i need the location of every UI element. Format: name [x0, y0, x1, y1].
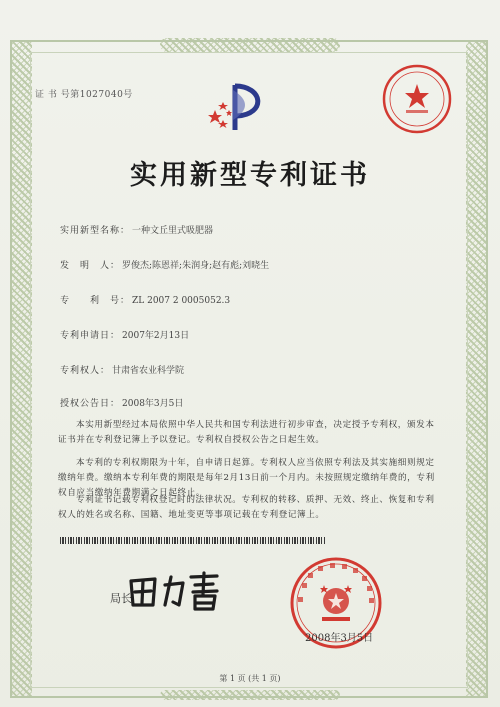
paragraph-grant-statement: 本实用新型经过本局依照中华人民共和国专利法进行初步审查，决定授予专利权，颁发本证书并在专利登记簿上予以登记。专利权自授权公告之日起生效。 [58, 420, 435, 445]
field-label: 授权公告日： [60, 399, 121, 409]
field-label: 实用新型名称： [60, 226, 131, 236]
page-number: 第 1 页 (共 1 页) [219, 674, 281, 683]
director-label: 局长 [110, 592, 132, 605]
field-patent-number [60, 293, 230, 306]
top-seal-icon [380, 62, 454, 136]
field-label: 发 明 人： [60, 261, 121, 271]
certificate-title: 实用新型专利证书 [130, 160, 370, 191]
field-value: ZL 2007 2 0005052.3 [132, 296, 231, 306]
field-value: 一种文丘里式吸肥器 [132, 226, 214, 236]
director-signature-icon [125, 565, 225, 615]
field-label: 专利权人： [60, 366, 111, 376]
field-grant-date [60, 396, 183, 409]
field-inventor [60, 258, 269, 271]
paragraph-legal-status: 专利证书记载专利权登记时的法律状况。专利权的转移、质押、无效、终止、恢复和专利权人的姓名或名称、国籍、地址变更等事项记载在专利登记簿上。 [58, 495, 435, 520]
field-value: 2007年2月13日 [122, 331, 190, 341]
certificate-number: 证 书 号第1027040号 [35, 90, 133, 100]
field-filing-date [60, 328, 189, 341]
paragraph-term-fees: 本专利的专利权期限为十年，自申请日起算。专利权人应当依照专利法及其实施细则规定缴纳年费。缴纳本专利年费的期限是每年2月13日前一个月内。未按照规定缴纳年费的，专利权自应当缴纳年费期满之日起终止。 [58, 458, 435, 498]
seal-date: 2008年3月5日 [305, 633, 374, 644]
field-value: 罗俊杰;陈恩祥;朱润身;赵有彪;刘晓生 [122, 261, 270, 271]
field-patentee [60, 363, 184, 376]
barcode [60, 537, 325, 544]
field-label: 专利申请日： [60, 331, 121, 341]
field-value: 2008年3月5日 [122, 399, 184, 409]
field-label: 专 利 号： [60, 296, 131, 306]
sipo-logo-icon [205, 80, 275, 135]
field-value: 甘肃省农业科学院 [112, 366, 185, 376]
field-utility-model-name [60, 223, 213, 236]
